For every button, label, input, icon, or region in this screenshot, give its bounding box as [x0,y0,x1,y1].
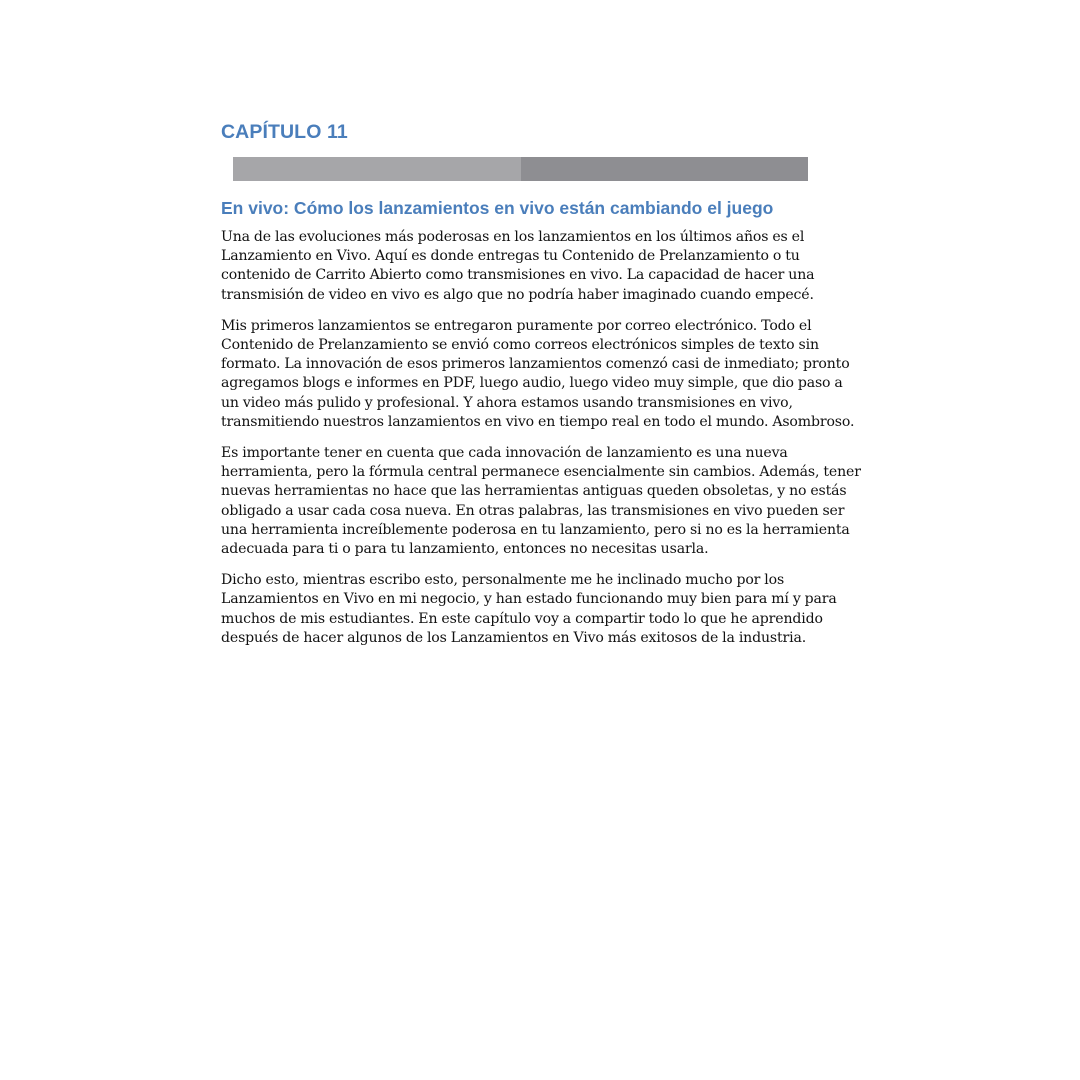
chapter-divider-bar [233,157,808,181]
chapter-title: En vivo: Cómo los lanzamientos en vivo están cambiando el juego [221,198,774,218]
chapter-number: CAPÍTULO 11 [221,121,348,143]
chapter-content [221,118,861,660]
divider-bar-right-segment [521,157,808,181]
body-paragraph-4: Dicho esto, mientras escribo esto, personalmente me he inclinado mucho por los Lanzamientos en Vivo en mi negocio, y han estado funcionando muy bien para mí y para muchos de mis estudiantes. En este capítulo voy a compartir todo lo que he aprendido después de hacer algunos de los Lanzamientos en Vivo más exitosos de la industria. [221,572,837,646]
divider-bar-left-segment [233,157,521,181]
body-paragraph-1: Una de las evoluciones más poderosas en los lanzamientos en los últimos años es el Lanzamiento en Vivo. Aquí es donde entregas tu Contenido de Prelanzamiento o tu contenido de Carrito Abierto como transmisiones en vivo. La capacidad de hacer una transmisión de video en vivo es algo que no podría haber imaginado cuando empecé. [221,229,815,303]
body-paragraph-2: Mis primeros lanzamientos se entregaron puramente por correo electrónico. Todo el Contenido de Prelanzamiento se envió como correos electrónicos simples de texto sin formato. La innovación de esos primeros lanzamientos comenzó casi de inmediato; pronto agregamos blogs e informes en PDF, luego audio, luego video muy simple, que dio paso a un video más pulido y profesional. Y ahora estamos usando transmisiones en vivo, transmitiendo nuestros lanzamientos en vivo en tiempo real en todo el mundo. Asombroso. [221,317,855,430]
body-paragraph-3: Es importante tener en cuenta que cada innovación de lanzamiento es una nueva herramienta, pero la fórmula central permanece esencialmente sin cambios. Además, tener nuevas herramientas no hace que las herramientas antiguas queden obsoletas, y no estás obligado a usar cada cosa nueva. En otras palabras, las transmisiones en vivo pueden ser una herramienta increíblemente poderosa en tu lanzamiento, pero si no es la herramienta adecuada para ti o para tu lanzamiento, entonces no necesitas usarla. [221,445,861,558]
